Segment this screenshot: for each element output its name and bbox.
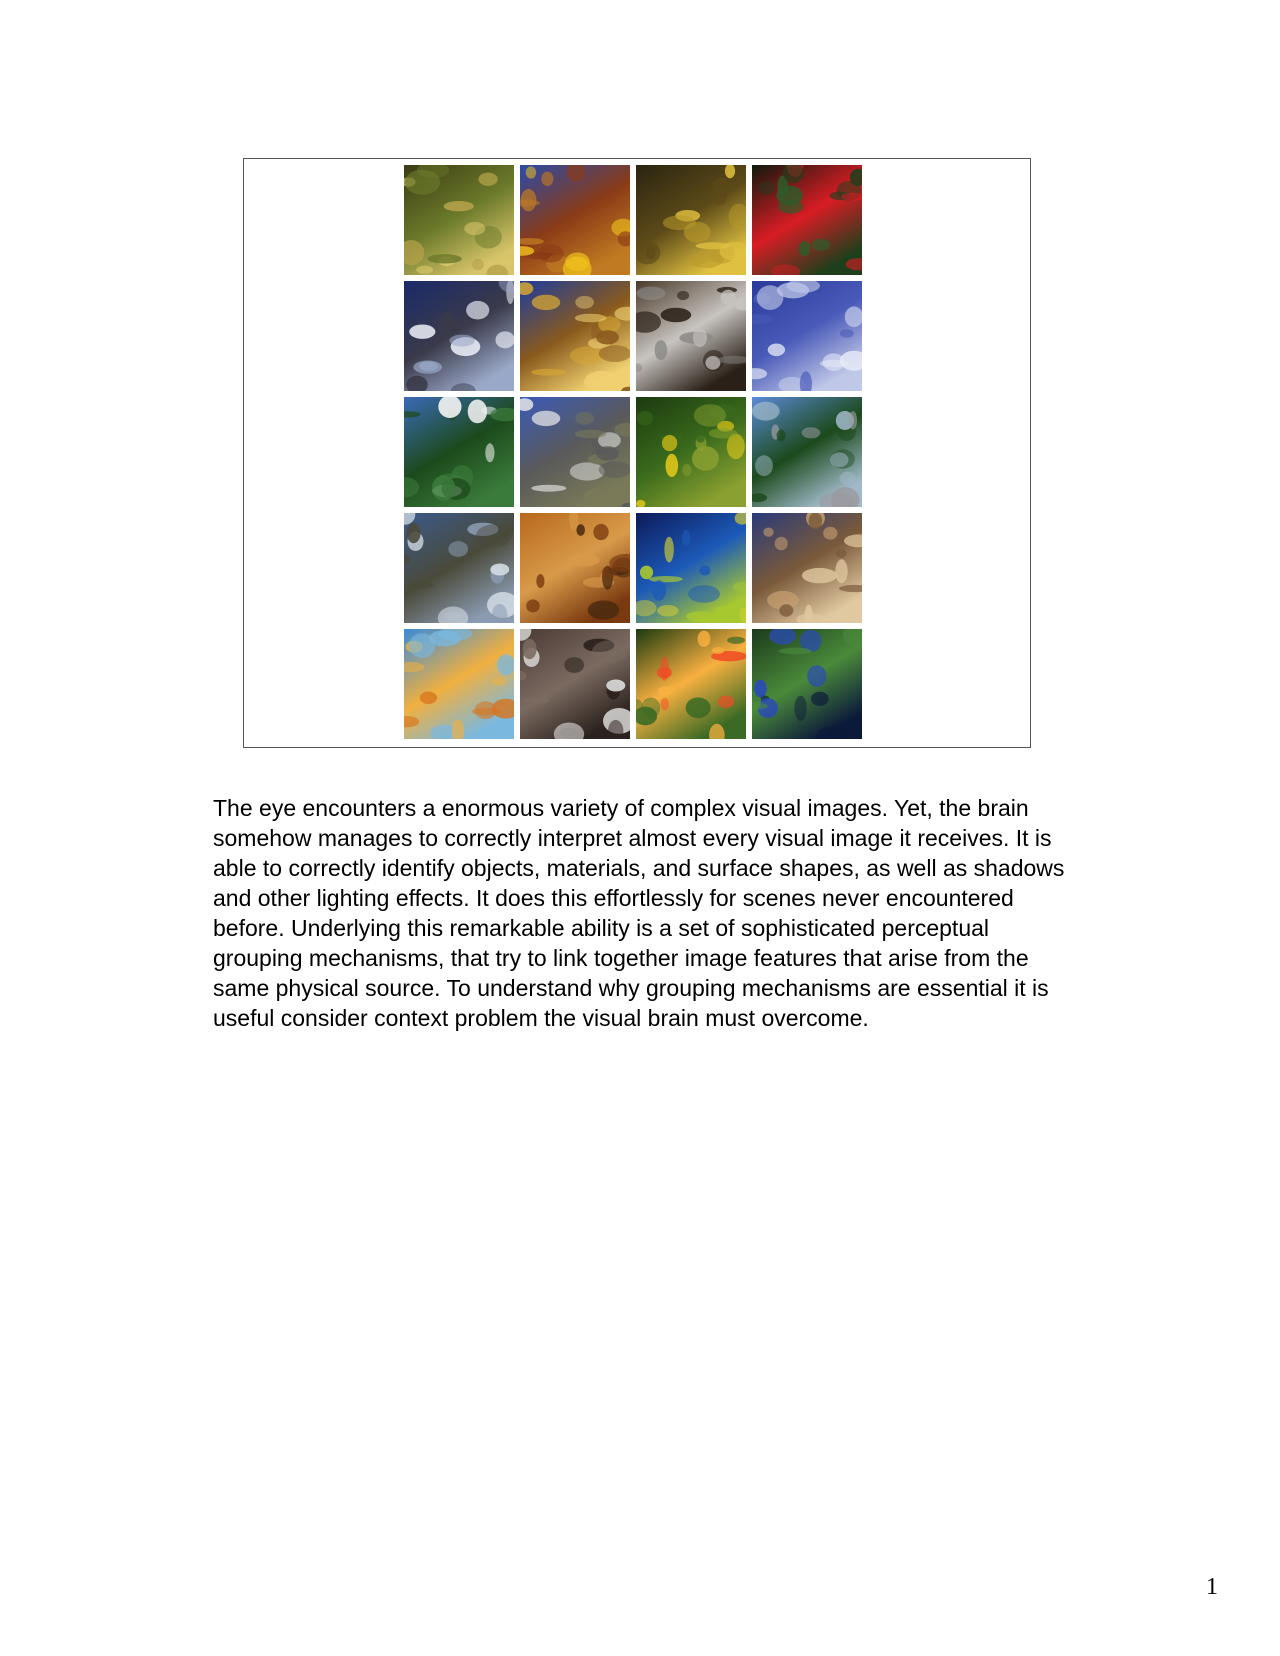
photo-golden-foliage (636, 165, 746, 275)
photo-grass-blades (404, 165, 514, 275)
photo-yellow-wildflowers (636, 397, 746, 507)
caption-paragraph: The eye encounters a enormous variety of complex visual images. Yet, the brain somehow manages to correctly interpret almost every visual image it receives. It is able to correctly identify objects, materials, and surface shapes, as well as shadows and other lighting effects. It does this effortlessly for scenes never encountered before. Underlying this remarkable ability is a set of sophisticated perceptual grouping mechanisms, that try to link together image features that arise from the same physical source. To understand why grouping mechanisms are essential it is useful consider context problem the visual brain must overcome. (213, 795, 1065, 1031)
autumn-leaves-image (520, 165, 630, 275)
photo-water-reflection (636, 513, 746, 623)
twisted-tree-image (752, 513, 862, 623)
golden-foliage-image (636, 165, 746, 275)
tropical-palms-image (404, 397, 514, 507)
dry-corn-stalks-image (520, 281, 630, 391)
forest-pond-image (752, 629, 862, 739)
photo-autumn-leaves (520, 165, 630, 275)
red-hibiscus-image (636, 629, 746, 739)
photo-rocky-coast (404, 513, 514, 623)
rocky-mountains-image (520, 397, 630, 507)
photo-cattail-reeds (520, 513, 630, 623)
red-fuchsia-flower-image (752, 165, 862, 275)
photo-hot-spring (404, 629, 514, 739)
koala-image (636, 281, 746, 391)
page-number: 1 (1206, 1574, 1218, 1600)
cattail-reeds-image (520, 513, 630, 623)
photo-red-hibiscus (636, 629, 746, 739)
photo-forest-pond (752, 629, 862, 739)
photo-red-fuchsia-flower (752, 165, 862, 275)
photo-cloudy-sky (752, 281, 862, 391)
grass-blades-image (404, 165, 514, 275)
photo-white-egret (520, 629, 630, 739)
photo-dry-corn-stalks (520, 281, 630, 391)
photo-rocky-mountains (520, 397, 630, 507)
photo-snowy-crater-lake (404, 281, 514, 391)
yellow-wildflowers-image (636, 397, 746, 507)
valley-river-image (752, 397, 862, 507)
water-reflection-image (636, 513, 746, 623)
photo-twisted-tree (752, 513, 862, 623)
photo-tropical-palms (404, 397, 514, 507)
white-egret-image (520, 629, 630, 739)
cloudy-sky-image (752, 281, 862, 391)
photo-grid (404, 165, 862, 739)
snowy-crater-lake-image (404, 281, 514, 391)
photo-koala (636, 281, 746, 391)
rocky-coast-image (404, 513, 514, 623)
hot-spring-image (404, 629, 514, 739)
photo-valley-river (752, 397, 862, 507)
